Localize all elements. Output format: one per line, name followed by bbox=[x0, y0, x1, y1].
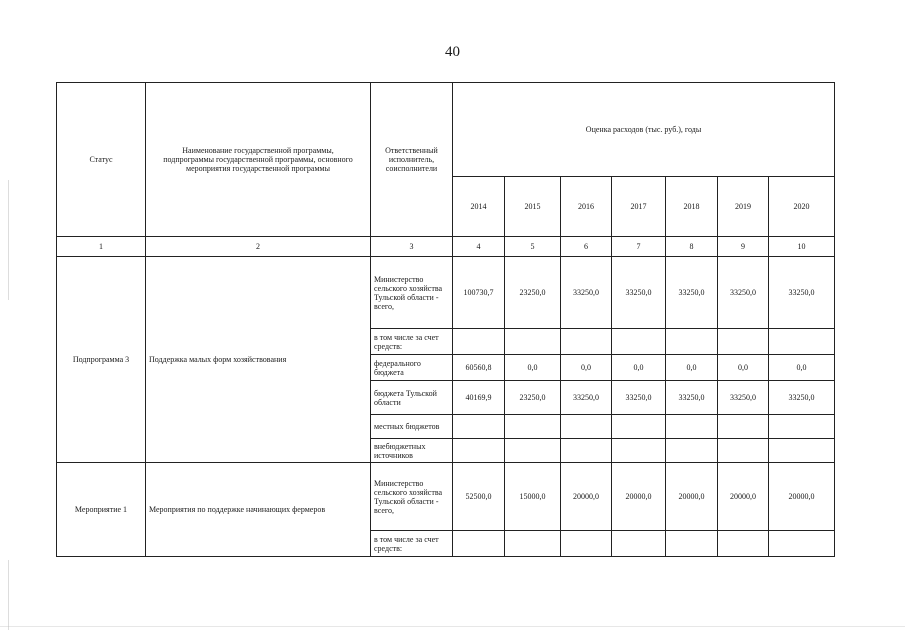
value-cell bbox=[505, 531, 561, 557]
value-cell: 20000,0 bbox=[718, 463, 769, 531]
program-name-cell: Мероприятия по поддержке начинающих фермеров bbox=[146, 463, 371, 557]
table-row bbox=[57, 257, 835, 329]
table-body bbox=[57, 257, 835, 557]
value-cell: 0,0 bbox=[505, 355, 561, 381]
column-number: 2 bbox=[146, 237, 371, 257]
header-row bbox=[57, 83, 835, 177]
value-cell: 0,0 bbox=[666, 355, 718, 381]
value-cell: 20000,0 bbox=[561, 463, 612, 531]
value-cell bbox=[769, 531, 835, 557]
value-cell: 0,0 bbox=[718, 355, 769, 381]
value-cell bbox=[718, 531, 769, 557]
value-cell bbox=[453, 439, 505, 463]
value-cell: 33250,0 bbox=[769, 381, 835, 415]
value-cell: 20000,0 bbox=[612, 463, 666, 531]
value-cell bbox=[612, 439, 666, 463]
year-cell: 2020 bbox=[769, 177, 835, 237]
value-cell bbox=[561, 415, 612, 439]
page-number: 40 bbox=[445, 44, 460, 60]
year-cell: 2015 bbox=[505, 177, 561, 237]
value-cell bbox=[718, 329, 769, 355]
value-cell: 33250,0 bbox=[666, 381, 718, 415]
value-cell: 33250,0 bbox=[561, 257, 612, 329]
value-cell bbox=[505, 415, 561, 439]
year-cell: 2019 bbox=[718, 177, 769, 237]
value-cell bbox=[453, 329, 505, 355]
year-cell: 2018 bbox=[666, 177, 718, 237]
responsible-cell: местных бюджетов bbox=[371, 415, 453, 439]
column-number: 10 bbox=[769, 237, 835, 257]
responsible-cell: в том числе за счет средств: bbox=[371, 531, 453, 557]
value-cell bbox=[769, 329, 835, 355]
scan-artifact bbox=[0, 626, 905, 627]
value-cell bbox=[666, 439, 718, 463]
value-cell: 33250,0 bbox=[718, 257, 769, 329]
column-number: 6 bbox=[561, 237, 612, 257]
year-cell: 2017 bbox=[612, 177, 666, 237]
responsible-cell: Министерство сельского хозяйства Тульской области - всего, bbox=[371, 257, 453, 329]
value-cell bbox=[561, 439, 612, 463]
value-cell: 33250,0 bbox=[612, 257, 666, 329]
column-number: 4 bbox=[453, 237, 505, 257]
value-cell bbox=[561, 329, 612, 355]
year-cell: 2014 bbox=[453, 177, 505, 237]
value-cell: 0,0 bbox=[561, 355, 612, 381]
value-cell: 0,0 bbox=[612, 355, 666, 381]
scan-artifact bbox=[8, 560, 9, 630]
status-header: Статус bbox=[57, 83, 146, 237]
column-number: 3 bbox=[371, 237, 453, 257]
value-cell: 20000,0 bbox=[769, 463, 835, 531]
value-cell: 33250,0 bbox=[666, 257, 718, 329]
column-number: 1 bbox=[57, 237, 146, 257]
value-cell bbox=[453, 531, 505, 557]
expenses-header: Оценка расходов (тыс. руб.), годы bbox=[453, 83, 835, 177]
column-number: 5 bbox=[505, 237, 561, 257]
value-cell bbox=[769, 415, 835, 439]
program-name-cell: Поддержка малых форм хозяйствования bbox=[146, 257, 371, 463]
scan-artifact bbox=[8, 180, 9, 300]
responsible-cell: в том числе за счет средств: bbox=[371, 329, 453, 355]
column-number-row bbox=[57, 237, 835, 257]
value-cell bbox=[505, 329, 561, 355]
value-cell bbox=[612, 415, 666, 439]
value-cell bbox=[561, 531, 612, 557]
value-cell: 0,0 bbox=[769, 355, 835, 381]
value-cell bbox=[612, 531, 666, 557]
column-number: 7 bbox=[612, 237, 666, 257]
year-cell: 2016 bbox=[561, 177, 612, 237]
value-cell bbox=[769, 439, 835, 463]
value-cell: 60560,8 bbox=[453, 355, 505, 381]
value-cell bbox=[612, 329, 666, 355]
responsible-header: Ответственный исполнитель, соисполнители bbox=[371, 83, 453, 237]
value-cell bbox=[718, 415, 769, 439]
value-cell: 33250,0 bbox=[561, 381, 612, 415]
value-cell: 20000,0 bbox=[666, 463, 718, 531]
budget-table bbox=[56, 82, 835, 557]
name-header: Наименование государственной программы, подпрограммы государственной программы, основного мероприятия государственной программы bbox=[146, 83, 371, 237]
value-cell bbox=[718, 439, 769, 463]
value-cell: 33250,0 bbox=[612, 381, 666, 415]
responsible-cell: Министерство сельского хозяйства Тульской области - всего, bbox=[371, 463, 453, 531]
column-number: 8 bbox=[666, 237, 718, 257]
value-cell: 33250,0 bbox=[718, 381, 769, 415]
value-cell bbox=[505, 439, 561, 463]
value-cell: 23250,0 bbox=[505, 381, 561, 415]
value-cell: 52500,0 bbox=[453, 463, 505, 531]
value-cell: 15000,0 bbox=[505, 463, 561, 531]
table-row bbox=[57, 463, 835, 531]
value-cell bbox=[666, 531, 718, 557]
value-cell bbox=[666, 415, 718, 439]
column-number: 9 bbox=[718, 237, 769, 257]
value-cell: 100730,7 bbox=[453, 257, 505, 329]
responsible-cell: бюджета Тульской области bbox=[371, 381, 453, 415]
status-cell: Мероприятие 1 bbox=[57, 463, 146, 557]
value-cell: 33250,0 bbox=[769, 257, 835, 329]
value-cell bbox=[453, 415, 505, 439]
value-cell: 40169,9 bbox=[453, 381, 505, 415]
responsible-cell: внебюджетных источников bbox=[371, 439, 453, 463]
value-cell bbox=[666, 329, 718, 355]
status-cell: Подпрограмма 3 bbox=[57, 257, 146, 463]
responsible-cell: федерального бюджета bbox=[371, 355, 453, 381]
value-cell: 23250,0 bbox=[505, 257, 561, 329]
